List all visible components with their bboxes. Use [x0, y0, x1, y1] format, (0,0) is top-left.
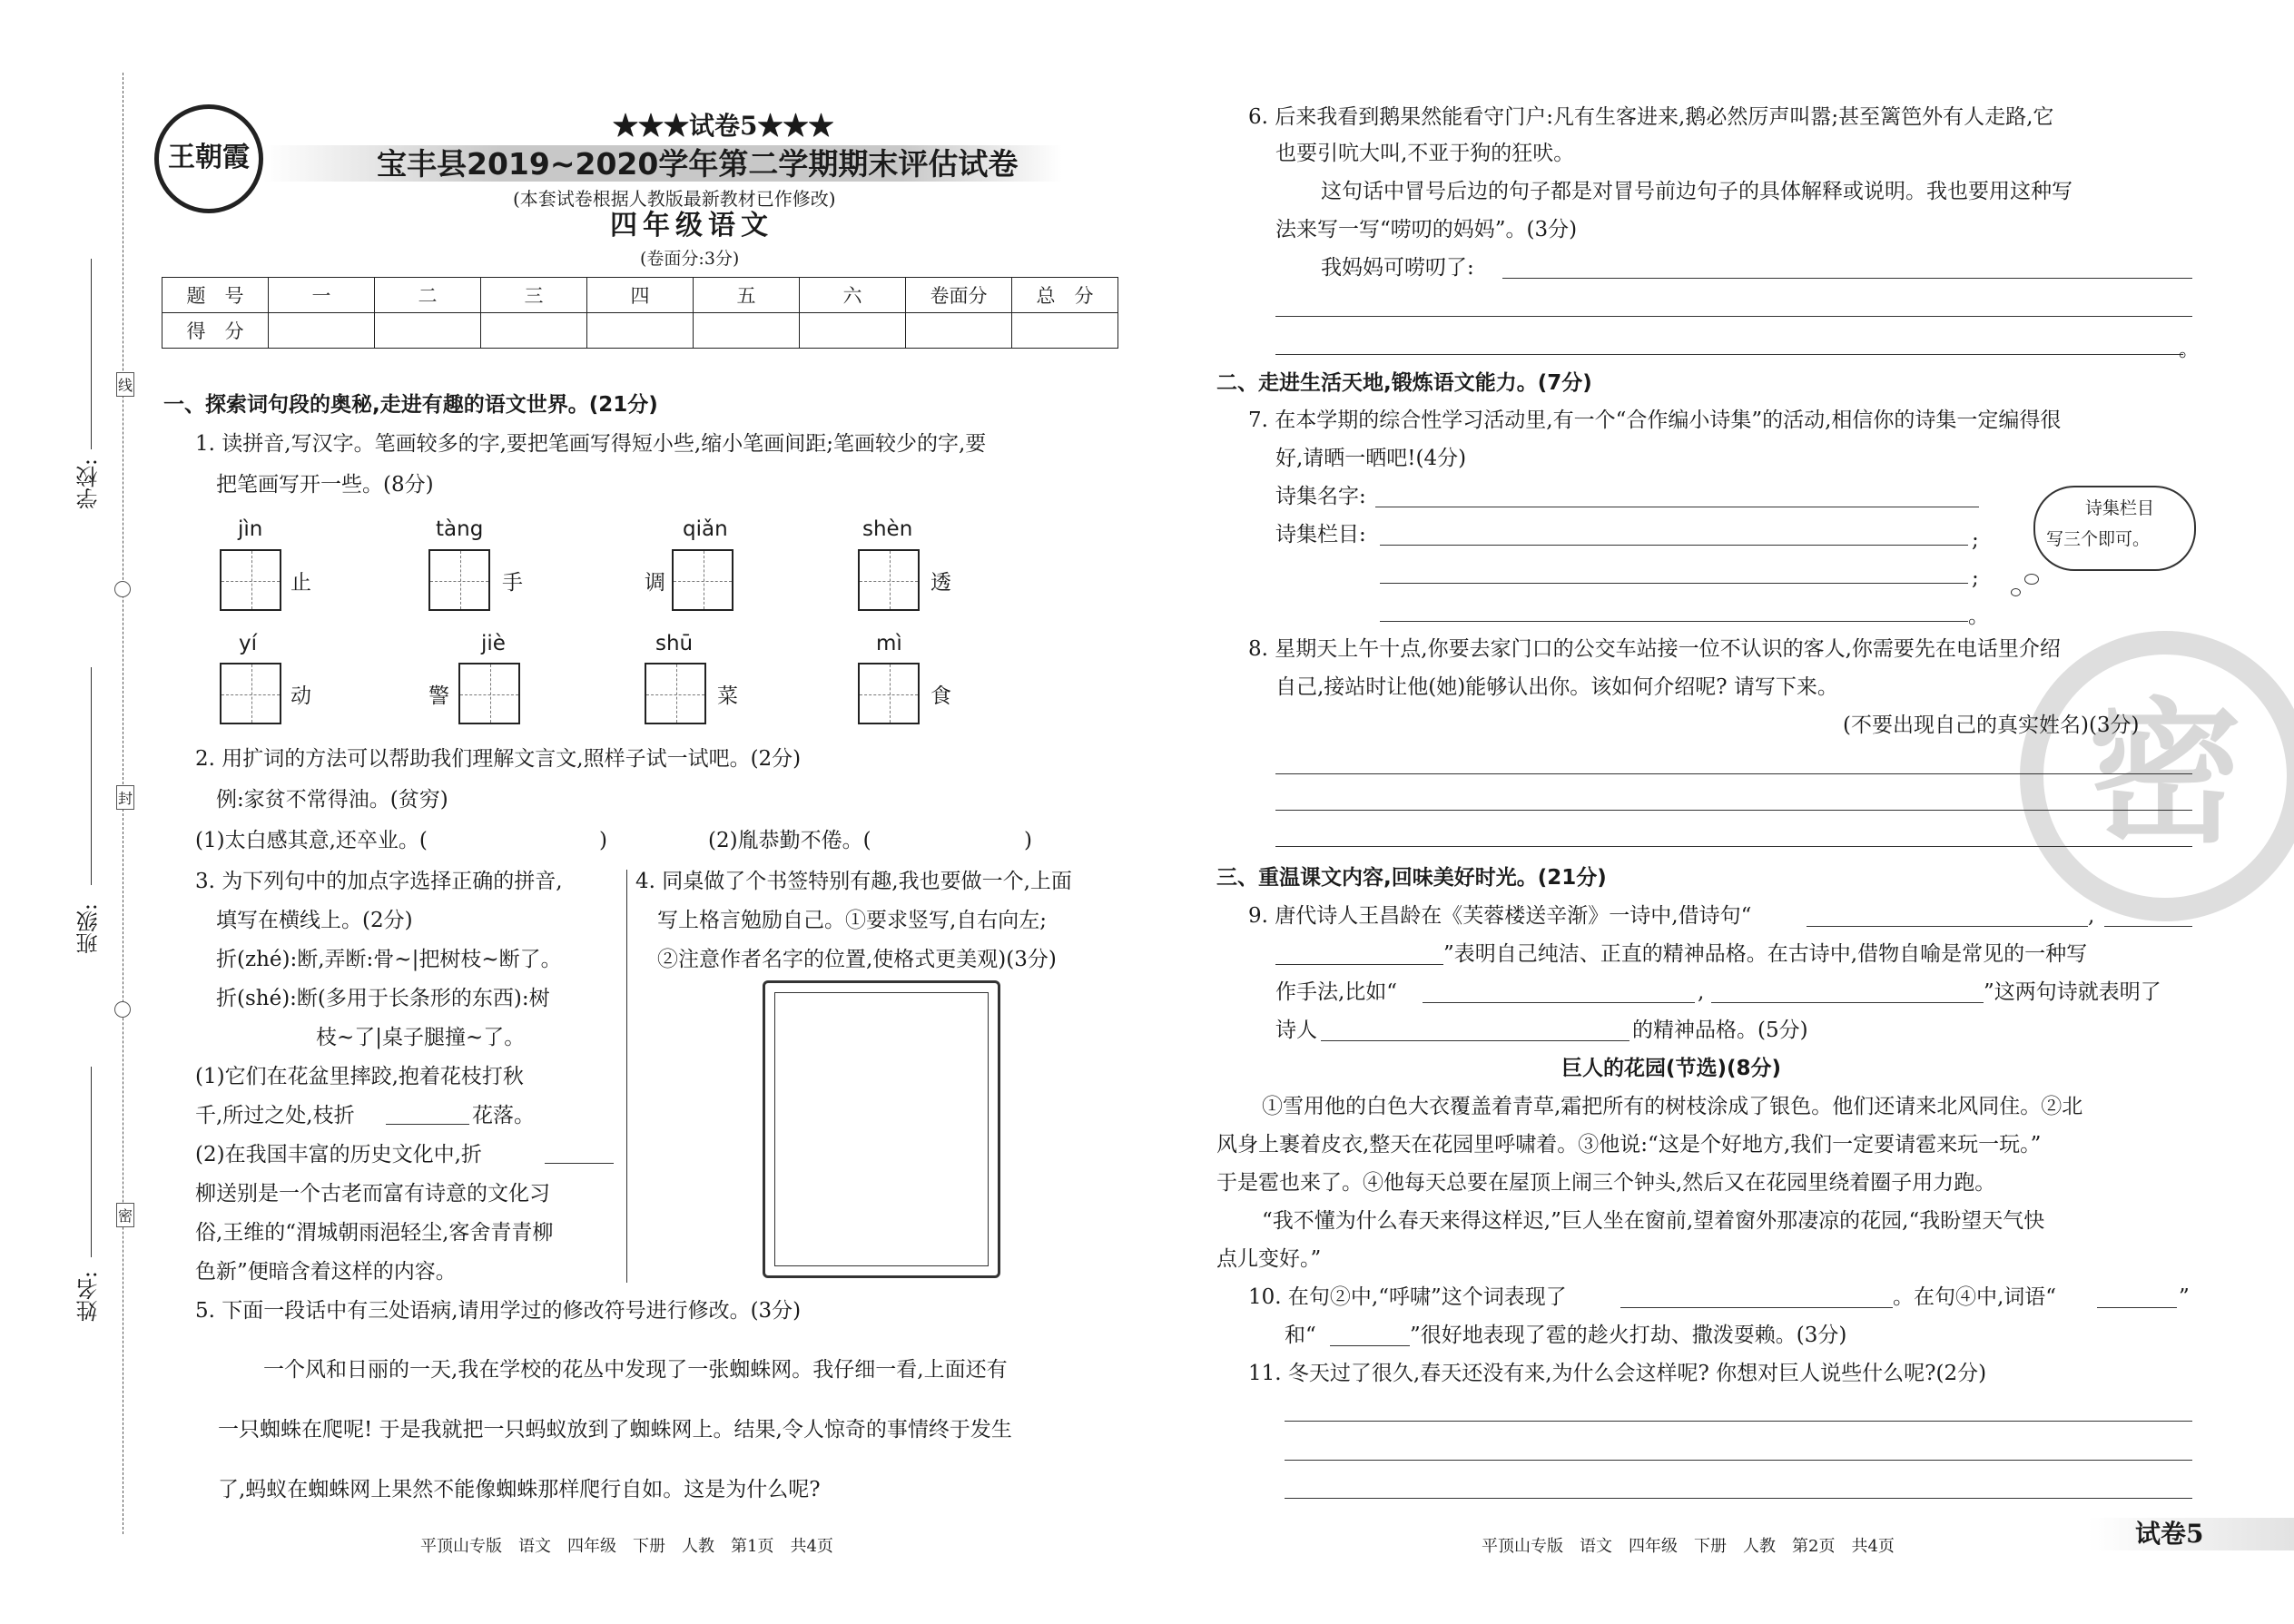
q2-item-a: (1)太白感其意,还卒业。(: [195, 829, 428, 852]
char-hint: 食: [930, 684, 951, 708]
char-hint: 调: [645, 571, 665, 595]
section3-heading: 三、重温课文内容,回味美好时光。(21分): [1216, 866, 1607, 890]
q11-answer-line[interactable]: [1285, 1421, 2192, 1422]
q9-line: 诗人: [1275, 1019, 1317, 1042]
char-hint: 警: [428, 684, 449, 708]
hint-cloud: [2033, 486, 2196, 571]
exam-subtitle: (本套试卷根据人教版最新教材已作修改): [513, 188, 836, 210]
q3-line: (2)在我国丰富的历史文化中,折: [195, 1143, 482, 1166]
q5-paragraph: 一个风和日丽的一天,我在学校的花丛中发现了一张蜘蛛网。我仔细一看,上面还有: [263, 1358, 1008, 1382]
score-table: [162, 277, 1118, 349]
q4-line: ②注意作者名字的位置,使格式更美观)(3分): [657, 948, 1057, 971]
char-hint: 动: [290, 684, 311, 708]
q9-answer-line[interactable]: [1711, 1002, 1984, 1003]
footer-right: 平顶山专版 语文 四年级 下册 人教 第2页 共4页: [1482, 1537, 1895, 1556]
watermark-stamp: [2020, 631, 2294, 921]
q2-item-a-close: ): [599, 829, 607, 852]
binding-hole-icon: [114, 1001, 131, 1018]
q3-line: 俗,王维的“渭城朝雨浥轻尘,客舍青青柳: [195, 1221, 554, 1245]
school-field[interactable]: [91, 259, 92, 449]
q6-answer-line[interactable]: [1502, 278, 2192, 279]
name-label: 姓名:: [76, 1271, 102, 1323]
q9-line: 作手法,比如“: [1275, 980, 1398, 1004]
pinyin-label: mì: [876, 632, 902, 655]
q4-line: 写上格言勉励自己。①要求竖写,自右向左;: [657, 909, 1048, 932]
q3-line: 枝~了|桌子腿撞~了。: [316, 1026, 526, 1049]
char-writing-box[interactable]: [458, 663, 520, 724]
q3-line: 3. 为下列句中的加点字选择正确的拼音,: [195, 870, 563, 893]
q3-answer-line[interactable]: [545, 1163, 614, 1164]
q11-answer-line[interactable]: [1285, 1460, 2192, 1461]
q5-paragraph: 一只蜘蛛在爬呢! 于是我就把一只蚂蚁放到了蜘蛛网上。结果,令人惊奇的事情终于发生: [218, 1418, 1012, 1442]
q3-line: 折(zhé):断,弄断:骨~|把树枝~断了。: [216, 948, 562, 971]
q11-answer-line[interactable]: [1285, 1498, 2192, 1499]
score-input-cell[interactable]: [906, 313, 1012, 349]
score-cell: 二: [375, 278, 481, 313]
bookmark-frame[interactable]: [763, 980, 1000, 1278]
q10-text: 。在句④中,词语“: [1893, 1285, 2057, 1309]
q6-line: 也要引吭大叫,不亚于狗的狂吠。: [1275, 142, 1575, 165]
q9-answer-line[interactable]: [2104, 926, 2192, 927]
score-input-cell[interactable]: [800, 313, 906, 349]
q6-line: 6. 后来我看到鹅果然能看守门户:凡有生客进来,鹅必然厉声叫嚣;甚至篱笆外有人走路,它: [1248, 105, 2054, 129]
seal-mark-line: 线: [116, 372, 134, 397]
exam-title: 宝丰县2019~2020学年第二学期期末评估试卷: [377, 146, 1019, 182]
score-table-score-row: [162, 313, 1118, 349]
pinyin-label: shèn: [862, 517, 913, 541]
q3-line: 千,所过之处,枝折: [195, 1104, 355, 1127]
cloud-tail-icon: [2024, 574, 2039, 585]
q9-line: ”表明自己纯洁、正直的精神品格。在古诗中,借物自喻是常见的一种写: [1443, 942, 2088, 966]
footer-tag: 试卷5: [2135, 1519, 2204, 1549]
q7-line: 好,请晒一晒吧!(4分): [1275, 447, 1467, 470]
binding-hole-icon: [114, 581, 131, 597]
passage-line: 于是雹也来了。④他每天总要在屋顶上闹三个钟头,然后又在花园里绕着圈子用力跑。: [1216, 1171, 1996, 1195]
pinyin-label: shū: [655, 632, 694, 655]
score-table-header-row: [162, 278, 1118, 313]
q6-line: 我妈妈可唠叨了:: [1321, 256, 1474, 280]
cloud-tail-icon: [2011, 588, 2021, 596]
passage-title: 巨人的花园(节选)(8分): [1561, 1057, 1782, 1080]
paper-tag: ★★★试卷5★★★: [613, 111, 834, 141]
q5-paragraph: 了,蚂蚁在蜘蛛网上果然不能像蜘蛛那样爬行自如。这是为什么呢?: [218, 1478, 821, 1501]
q8-line: 8. 星期天上午十点,你要去家门口的公交车站接一位不认识的客人,你需要先在电话里介绍: [1248, 637, 2061, 661]
q9-line: 9. 唐代诗人王昌龄在《芙蓉楼送辛渐》一诗中,借诗句“: [1248, 904, 1752, 928]
neat-score: (卷面分:3分): [640, 249, 740, 269]
q1-text: 把笔画写开一些。(8分): [216, 473, 434, 497]
q8-line: (不要出现自己的真实姓名)(3分): [1843, 714, 2140, 737]
score-cell: 三: [481, 278, 587, 313]
q5-text: 5. 下面一段话中有三处语病,请用学过的修改符号进行修改。(3分): [195, 1299, 802, 1323]
name-field[interactable]: [91, 1067, 92, 1257]
q8-line: 自己,接站时让他(她)能够认出你。该如何介绍呢? 请写下来。: [1275, 675, 1838, 699]
score-input-cell[interactable]: [587, 313, 694, 349]
q9-answer-line[interactable]: [1807, 926, 2088, 927]
logo-text: 王朝霞: [168, 142, 250, 173]
pinyin-label: jiè: [481, 632, 506, 655]
q7-line: 7. 在本学期的综合性学习活动里,有一个“合作编小诗集”的活动,相信你的诗集一定编得很: [1248, 408, 2062, 432]
q3-answer-line[interactable]: [386, 1124, 469, 1125]
class-field[interactable]: [91, 667, 92, 885]
q4-line: 4. 同桌做了个书签特别有趣,我也要做一个,上面: [635, 870, 1072, 893]
q7-semicolon: ;: [1972, 566, 1979, 590]
q7-columns-label: 诗集栏目:: [1275, 523, 1366, 546]
q9-answer-line[interactable]: [1321, 1040, 1629, 1041]
q9-answer-line[interactable]: [1275, 964, 1443, 965]
score-input-cell[interactable]: [481, 313, 587, 349]
q10-answer-line[interactable]: [1330, 1345, 1410, 1346]
score-cell: 四: [587, 278, 694, 313]
seal-mark-seal: 封: [116, 785, 134, 810]
q9-line: 的精神品格。(5分): [1632, 1019, 1808, 1042]
q6-answer-line[interactable]: [1275, 316, 2192, 317]
school-label: 学校:: [76, 458, 102, 510]
pinyin-label: tàng: [436, 517, 484, 541]
q2-example: 例:家贫不常得油。(贫穷): [216, 788, 448, 812]
q10-answer-line[interactable]: [2097, 1307, 2177, 1308]
section1-heading: 一、探索词句段的奥秘,走进有趣的语文世界。(21分): [163, 393, 658, 417]
q3-line: 柳送别是一个古老而富有诗意的文化习: [195, 1182, 550, 1206]
poem-column-input[interactable]: [1380, 583, 1968, 584]
score-input-cell[interactable]: [694, 313, 800, 349]
q3-q4-divider: [626, 870, 627, 1283]
pinyin-label: qiǎn: [683, 517, 728, 541]
q7-name-label: 诗集名字:: [1275, 485, 1366, 508]
grade-subject: 四年级语文: [610, 210, 773, 241]
score-cell: 总 分: [1012, 278, 1118, 313]
q8-answer-line[interactable]: [1275, 810, 2192, 811]
score-cell: 五: [694, 278, 800, 313]
char-hint: 止: [290, 571, 311, 595]
score-cell: 题 号: [162, 278, 269, 313]
q2-item-b-close: ): [1024, 829, 1032, 852]
section2-heading: 二、走进生活天地,锻炼语文能力。(7分): [1216, 371, 1592, 395]
q10-text: ”: [2179, 1285, 2190, 1309]
score-input-cell[interactable]: [269, 313, 375, 349]
char-writing-box[interactable]: [428, 549, 490, 611]
q7-semicolon: ;: [1972, 528, 1979, 552]
char-hint: 菜: [717, 684, 738, 708]
q3-line: 填写在横线上。(2分): [216, 909, 413, 932]
poem-column-input[interactable]: [1380, 621, 1968, 622]
passage-line: 点儿变好。”: [1216, 1247, 1322, 1271]
score-cell: 得 分: [162, 313, 269, 349]
q3-line: 折(shé):断(多用于长条形的东西):树: [216, 987, 550, 1010]
q3-line: (1)它们在花盆里摔跤,抱着花枝打秋: [195, 1065, 524, 1088]
q6-end-period: 。: [2179, 338, 2200, 361]
q2-text: 2. 用扩词的方法可以帮助我们理解文言文,照样子试一试吧。(2分): [195, 747, 802, 771]
hint-cloud-text: 诗集栏目: [2085, 498, 2155, 518]
passage-line: 风身上裹着皮衣,整天在花园里呼啸着。③他说:“这是个好地方,我们一定要请雹来玩一玩。”: [1216, 1133, 2042, 1156]
q8-answer-line[interactable]: [1275, 773, 2192, 774]
watermark-text: 密: [2087, 684, 2242, 864]
seal-mark-secret: 密: [116, 1203, 134, 1227]
q6-line: 法来写一写“唠叨的妈妈”。(3分): [1275, 218, 1578, 241]
q9-answer-line[interactable]: [1423, 1002, 1695, 1003]
q8-answer-line[interactable]: [1275, 846, 2192, 847]
q9-comma: ,: [2088, 904, 2095, 928]
char-writing-box[interactable]: [645, 663, 706, 724]
char-writing-box[interactable]: [858, 663, 920, 724]
poem-column-input[interactable]: [1380, 545, 1968, 546]
score-input-cell[interactable]: [375, 313, 481, 349]
q9-line: ”这两句诗就表明了: [1984, 980, 2161, 1004]
q10-text: 和“: [1285, 1324, 1316, 1347]
char-writing-box[interactable]: [220, 663, 281, 724]
char-writing-box[interactable]: [858, 549, 920, 611]
pinyin-label: jìn: [238, 517, 263, 541]
score-cell: 一: [269, 278, 375, 313]
pinyin-label: yí: [239, 632, 258, 655]
bookmark-inner-frame: [774, 992, 989, 1266]
q1-text: 1. 读拼音,写汉字。笔画较多的字,要把笔画写得短小些,缩小笔画间距;笔画较少的字,要: [195, 432, 987, 456]
hint-cloud-text: 写三个即可。: [2046, 529, 2151, 549]
q7-period: 。: [1968, 605, 1989, 628]
q11-text: 11. 冬天过了很久,春天还没有来,为什么会这样呢? 你想对巨人说些什么呢?(2分): [1248, 1362, 1987, 1385]
q2-item-b: (2)胤恭勤不倦。(: [708, 829, 871, 852]
q10-text: ”很好地表现了雹的趁火打劫、撒泼耍赖。(3分): [1410, 1324, 1847, 1347]
score-cell: 六: [800, 278, 906, 313]
q6-answer-line[interactable]: [1275, 354, 2183, 355]
char-hint: 手: [502, 571, 523, 595]
char-hint: 透: [930, 571, 951, 595]
score-cell: 卷面分: [906, 278, 1012, 313]
q3-line: 花落。: [472, 1104, 535, 1127]
q6-line: 这句话中冒号后边的句子都是对冒号前边句子的具体解释或说明。我也要用这种写: [1321, 180, 2072, 203]
char-writing-box[interactable]: [220, 549, 281, 611]
q10-answer-line[interactable]: [1620, 1307, 1893, 1308]
char-writing-box[interactable]: [672, 549, 733, 611]
footer-left: 平顶山专版 语文 四年级 下册 人教 第1页 共4页: [420, 1537, 833, 1556]
score-input-cell[interactable]: [1012, 313, 1118, 349]
logo-badge: [154, 104, 263, 213]
q10-text: 10. 在句②中,“呼啸”这个词表现了: [1248, 1285, 1567, 1309]
passage-line: ①雪用他的白色大衣覆盖着青草,霜把所有的树枝涂成了银色。他们还请来北风同住。②北: [1262, 1095, 2083, 1118]
q3-line: 色新”便暗含着这样的内容。: [195, 1260, 457, 1284]
passage-line: “我不懂为什么春天来得这样迟,”巨人坐在窗前,望着窗外那凄凉的花园,“我盼望天气快: [1262, 1209, 2045, 1233]
q9-comma: ,: [1698, 980, 1705, 1004]
class-label: 班级:: [76, 903, 102, 955]
